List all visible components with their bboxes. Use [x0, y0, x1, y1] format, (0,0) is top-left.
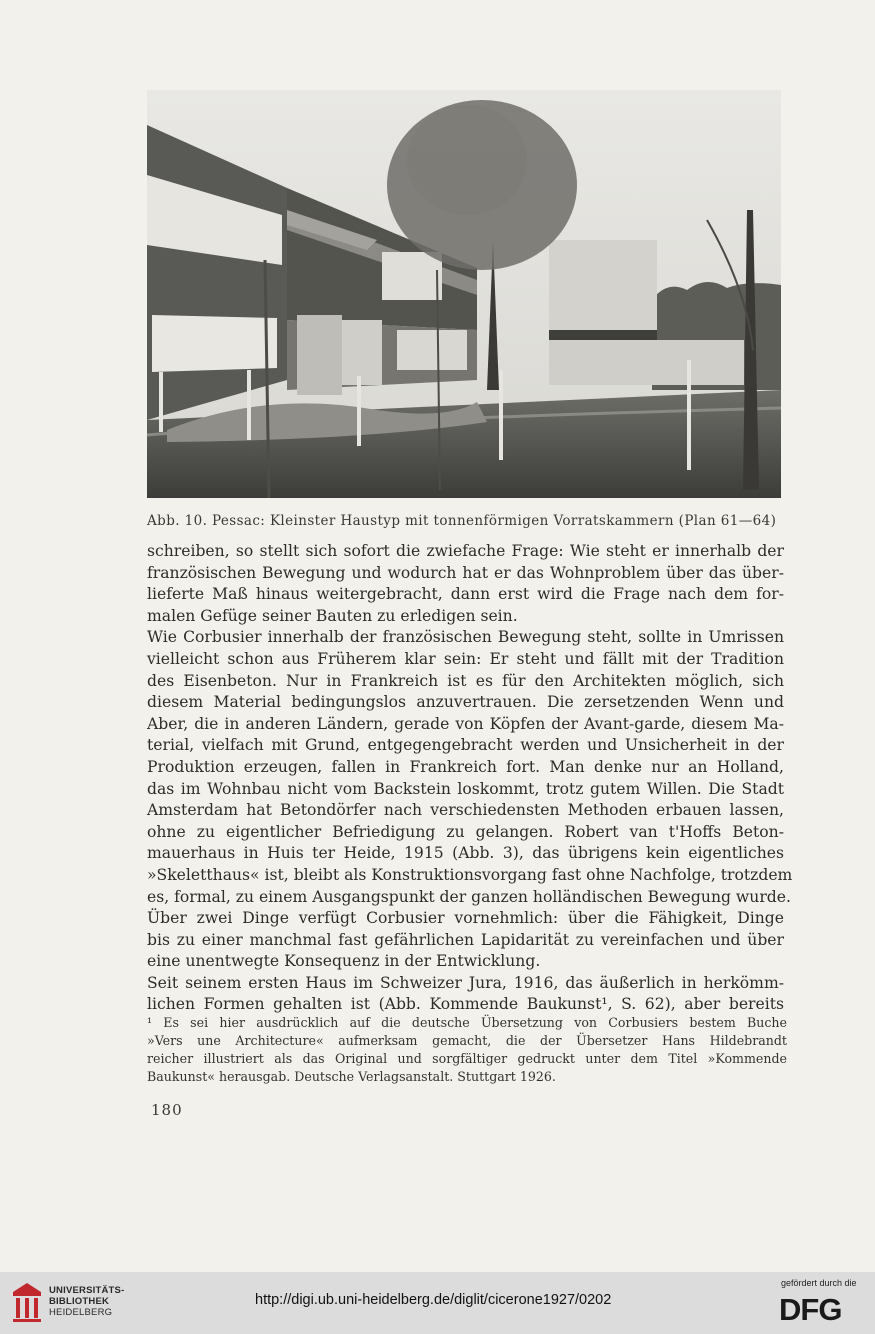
text-line: Amsterdam hat Betondörfer nach verschiedensten Methoden erbauen lassen, [147, 801, 784, 820]
text-line: bis zu einer manchmal fast gefährlichen Lapidarität zu vereinfachen und über [147, 930, 784, 949]
text-line: Wie Corbusier innerhalb der französischen Bewegung steht, sollte in Umrissen [147, 628, 784, 647]
footnote-line: reicher illustriert als das Original und sorgfältiger gedruckt unter dem Titel »Kommende [147, 1051, 787, 1066]
figure-caption: Abb. 10. Pessac: Kleinster Haustyp mit tonnenförmigen Vorratskammern (Plan 61—64) [147, 513, 777, 529]
text-line: ohne zu eigentlicher Befriedigung zu gelangen. Robert van t'Hoffs Beton- [147, 822, 784, 841]
footnote-line: ¹ Es sei hier ausdrücklich auf die deutsche Übersetzung von Corbusiers bestem Buche [147, 1015, 787, 1030]
footnote-line: Baukunst« herausgab. Deutsche Verlagsanstalt. Stuttgart 1926. [147, 1069, 556, 1084]
library-name-line3: HEIDELBERG [49, 1307, 113, 1318]
text-line: lichen Formen gehalten ist (Abb. Kommende Baukunst¹, S. 62), aber bereits [147, 995, 784, 1014]
footnotes [147, 1014, 787, 1086]
permalink-url[interactable]: http://digi.ub.uni-heidelberg.de/diglit/cicerone1927/0202 [255, 1292, 612, 1308]
library-name-line2: BIBLIOTHEK [49, 1296, 110, 1307]
text-line: des Eisenbeton. Nur in Frankreich ist es für den Architekten möglich, sich [147, 671, 784, 690]
text-line: Seit seinem ersten Haus im Schweizer Jura, 1916, das äußerlich in herkömm- [147, 973, 784, 992]
photo-illustration [147, 90, 781, 498]
dfg-logo-icon[interactable] [779, 1293, 863, 1325]
library-name[interactable] [49, 1285, 124, 1318]
text-line: vielleicht schon aus Früherem klar sein: Er steht und fällt mit der Tradition [147, 649, 784, 668]
text-line: terial, vielfach mit Grund, entgegengebracht werden und Unsicherheit in der [147, 736, 784, 755]
body-text [147, 541, 793, 1016]
library-logo-icon[interactable] [10, 1280, 44, 1324]
text-line: französischen Bewegung und wodurch hat er das Wohnproblem über das über- [147, 563, 784, 582]
text-line: diesem Material bedingungslos anzuvertrauen. Die zersetzenden Wenn und [147, 693, 784, 712]
page-number: 180 [151, 1101, 183, 1119]
library-name-line1: UNIVERSITÄTS- [49, 1285, 125, 1296]
text-line: Aber, die in anderen Ländern, gerade von Köpfen der Avant-garde, diesem Ma- [147, 714, 784, 733]
text-line: »Skeletthaus« ist, bleibt als Konstruktionsvorgang fast ohne Nachfolge, trotzdem [147, 865, 793, 884]
funding-label: gefördert durch die [781, 1278, 857, 1288]
figure-photo [147, 90, 781, 498]
text-line: schreiben, so stellt sich sofort die zwiefache Frage: Wie steht er innerhalb der [147, 542, 784, 560]
text-line: lieferte Maß hinaus weitergebracht, dann erst wird die Frage nach dem for- [147, 585, 784, 604]
text-line: Produktion erzeugen, fallen in Frankreich fort. Man denke nur an Holland, [147, 757, 784, 776]
viewer-footer [0, 1272, 875, 1334]
text-line: mauerhaus in Huis ter Heide, 1915 (Abb. 3), das übrigens kein eigentliches [147, 844, 784, 863]
text-line: Über zwei Dinge verfügt Corbusier vornehmlich: über die Fähigkeit, Dinge [147, 909, 784, 928]
text-line: malen Gefüge seiner Bauten zu erledigen sein. [147, 606, 518, 625]
text-line: das im Wohnbau nicht vom Backstein loskommt, trotz gutem Willen. Die Stadt [147, 779, 784, 798]
footnote-line: »Vers une Architecture« aufmerksam gemacht, die der Übersetzer Hans Hildebrandt [147, 1033, 787, 1048]
dfg-logo-text: DFG [779, 1293, 842, 1325]
text-line: es, formal, zu einem Ausgangspunkt der ganzen holländischen Bewegung wurde. [147, 887, 791, 906]
text-line: eine unentwegte Konsequenz in der Entwicklung. [147, 952, 541, 971]
